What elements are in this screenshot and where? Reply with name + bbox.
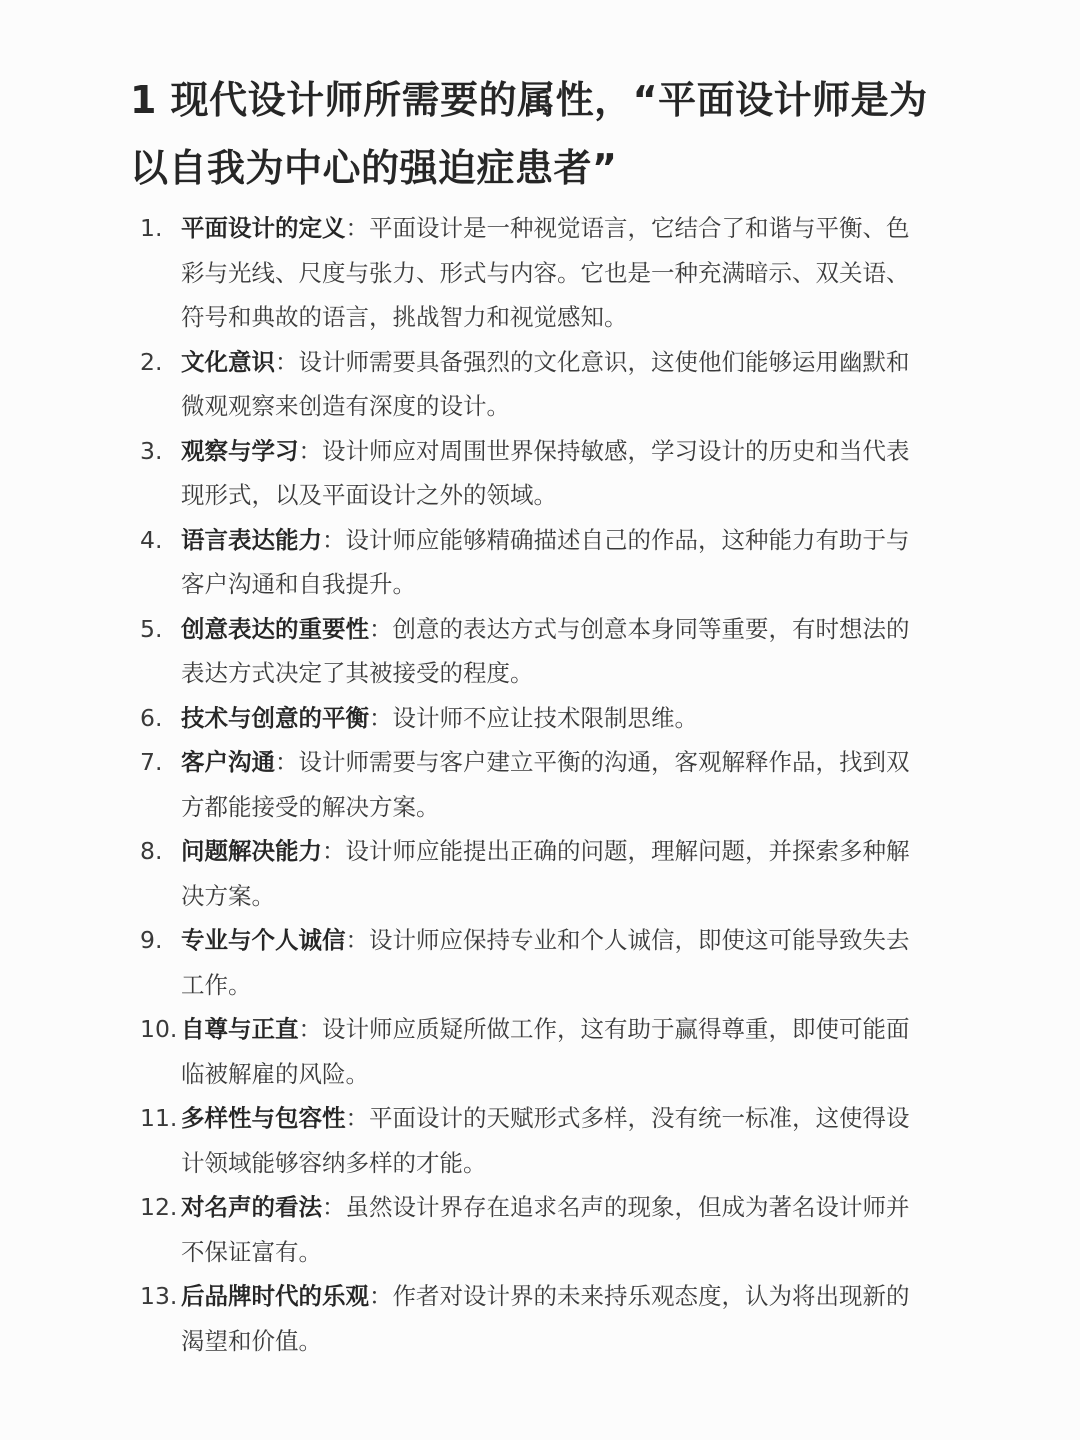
item-title: 专业与个人诚信: [181, 926, 346, 954]
item-title: 自尊与正直: [181, 1015, 299, 1043]
list-item: [130, 429, 930, 518]
item-number: 11.: [140, 1104, 178, 1132]
item-title: 文化意识: [181, 347, 275, 376]
item-number: 1.: [140, 214, 163, 242]
item-separator: ：: [345, 1104, 369, 1132]
item-separator: ：: [322, 525, 346, 554]
item-separator: ：: [298, 436, 322, 465]
item-separator: ：: [345, 214, 369, 242]
list-item: [130, 918, 930, 1007]
list-item: [130, 1007, 930, 1096]
item-description: 设计师需要具备强烈的文化意识，这使他们能够运用幽默和微观观察来创造有深度的设计。: [181, 347, 910, 420]
item-title: 平面设计的定义: [181, 214, 346, 242]
item-number: 7.: [140, 748, 163, 776]
item-number: 8.: [140, 837, 163, 865]
item-number: 9.: [140, 926, 163, 954]
list-item: [130, 1096, 930, 1185]
item-separator: ：: [369, 703, 393, 732]
list-item: [130, 1185, 930, 1274]
item-number: 3.: [140, 436, 163, 465]
item-description: 设计师应能提出正确的问题，理解问题，并探索多种解决方案。: [181, 837, 910, 910]
item-number: 5.: [140, 614, 163, 643]
list-item: [130, 607, 930, 696]
item-description: 设计师应保持专业和个人诚信，即使这可能导致失去工作。: [181, 926, 910, 999]
item-title: 观察与学习: [181, 436, 299, 465]
item-description: 设计师应质疑所做工作，这有助于赢得尊重，即使可能面临被解雇的风险。: [181, 1015, 910, 1088]
item-title: 多样性与包容性: [181, 1104, 346, 1132]
item-separator: ：: [369, 1282, 393, 1310]
item-description: 设计师应对周围世界保持敏感，学习设计的历史和当代表现形式，以及平面设计之外的领域。: [181, 436, 910, 509]
item-number: 6.: [140, 703, 163, 732]
item-separator: ：: [369, 614, 393, 643]
item-description: 设计师应能够精确描述自己的作品，这种能力有助于与客户沟通和自我提升。: [181, 525, 910, 598]
item-separator: ：: [345, 926, 369, 954]
item-description: 设计师不应让技术限制思维。: [392, 703, 698, 732]
item-description: 平面设计是一种视觉语言，它结合了和谐与平衡、色彩与光线、尺度与张力、形式与内容。它也是一种充满暗示、双关语、符号和典故的语言，挑战智力和视觉感知。: [181, 214, 910, 331]
list-item: [130, 696, 930, 741]
item-title: 技术与创意的平衡: [181, 703, 369, 732]
attribute-list: [130, 206, 930, 1363]
item-description: 设计师需要与客户建立平衡的沟通，客观解释作品，找到双方都能接受的解决方案。: [181, 748, 910, 821]
item-title: 对名声的看法: [181, 1193, 322, 1221]
item-separator: ：: [322, 837, 346, 865]
item-number: 13.: [140, 1282, 178, 1310]
item-separator: ：: [275, 347, 299, 376]
item-title: 客户沟通: [181, 748, 275, 776]
item-number: 10.: [140, 1015, 178, 1043]
document-title: 1 现代设计师所需要的属性，“平面设计师是为以自我为中心的强迫症患者”: [130, 78, 928, 190]
list-item: [130, 1274, 930, 1363]
item-title: 问题解决能力: [181, 837, 322, 865]
item-separator: ：: [275, 748, 299, 776]
list-item: [130, 518, 930, 607]
item-description: 作者对设计界的未来持乐观态度，认为将出现新的渴望和价值。: [181, 1282, 910, 1355]
item-separator: ：: [322, 1193, 346, 1221]
item-title: 后品牌时代的乐观: [181, 1282, 369, 1310]
item-number: 12.: [140, 1193, 178, 1221]
item-description: 虽然设计界存在追求名声的现象，但成为著名设计师并不保证富有。: [181, 1193, 910, 1266]
item-number: 2.: [140, 347, 163, 376]
list-item: [130, 206, 930, 340]
list-item: [130, 740, 930, 829]
list-item: [130, 829, 930, 918]
item-description: 创意的表达方式与创意本身同等重要，有时想法的表达方式决定了其被接受的程度。: [181, 614, 910, 687]
item-description: 平面设计的天赋形式多样，没有统一标准，这使得设计领域能够容纳多样的才能。: [181, 1104, 910, 1177]
item-title: 创意表达的重要性: [181, 614, 369, 643]
item-separator: ：: [298, 1015, 322, 1043]
item-number: 4.: [140, 525, 163, 554]
item-title: 语言表达能力: [181, 525, 322, 554]
list-item: [130, 340, 930, 429]
